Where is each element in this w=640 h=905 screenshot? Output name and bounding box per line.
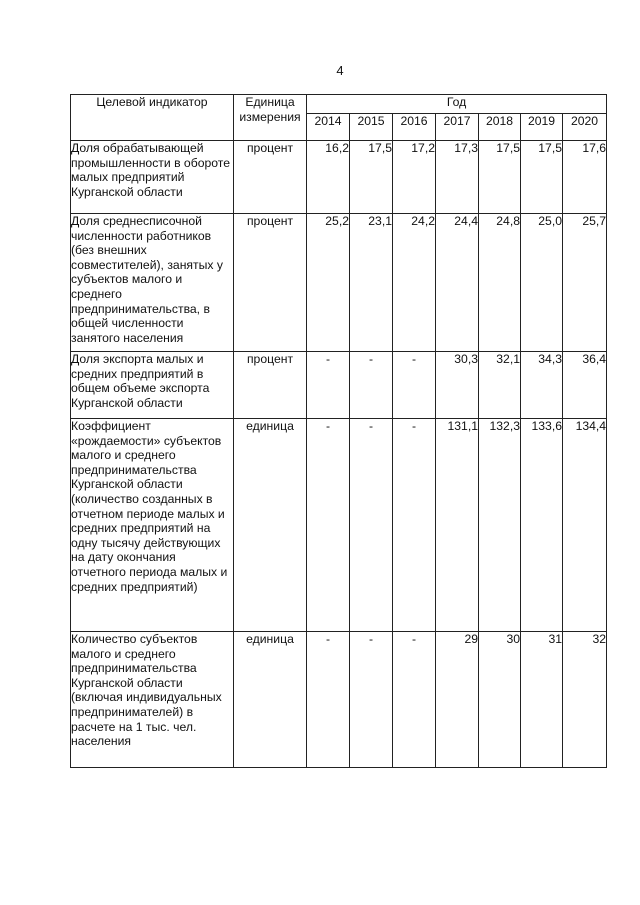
value-cell: 25,2 — [307, 214, 350, 352]
value-cell: 34,3 — [521, 352, 563, 419]
value-cell: 32 — [563, 632, 607, 768]
header-year: 2019 — [521, 114, 563, 141]
table-row — [71, 419, 607, 632]
value-cell: 23,1 — [350, 214, 393, 352]
table-row — [71, 352, 607, 419]
value-cell: 132,3 — [479, 419, 521, 632]
header-row-top — [71, 95, 607, 114]
indicators-table — [70, 94, 607, 768]
value-cell: - — [350, 632, 393, 768]
value-cell: 17,5 — [479, 141, 521, 214]
table-row — [71, 214, 607, 352]
value-cell: 17,6 — [563, 141, 607, 214]
header-year-group: Год — [307, 95, 607, 114]
value-cell: 30 — [479, 632, 521, 768]
value-cell: 134,4 — [563, 419, 607, 632]
header-year: 2018 — [479, 114, 521, 141]
value-cell: - — [307, 352, 350, 419]
value-cell: 24,8 — [479, 214, 521, 352]
header-year: 2020 — [563, 114, 607, 141]
header-indicator: Целевой индикатор — [71, 95, 234, 141]
value-cell: 29 — [436, 632, 479, 768]
value-cell: 25,7 — [563, 214, 607, 352]
unit-cell: процент — [234, 214, 307, 352]
header-unit: Единица измерения — [234, 95, 307, 141]
value-cell: 16,2 — [307, 141, 350, 214]
unit-cell: процент — [234, 141, 307, 214]
value-cell: 133,6 — [521, 419, 563, 632]
header-year: 2015 — [350, 114, 393, 141]
value-cell: - — [393, 632, 436, 768]
value-cell: 17,2 — [393, 141, 436, 214]
value-cell: - — [350, 352, 393, 419]
value-cell: 24,2 — [393, 214, 436, 352]
indicator-cell: Коэффициент «рождаемости» субъектов малого и среднего предпринимательства Курганской области (количество созданных в отчетном периоде малых и средних предприятий на одну тысячу действующих на дату окончания отчетного периода малых и средних предприятий) — [71, 419, 234, 632]
unit-cell: единица — [234, 419, 307, 632]
value-cell: - — [350, 419, 393, 632]
value-cell: 17,3 — [436, 141, 479, 214]
indicator-cell: Доля среднесписочной численности работников (без внешних совместителей), занятых у субъектов малого и среднего предпринимательства, в общей численности занятого населения — [71, 214, 234, 352]
indicator-cell: Количество субъектов малого и среднего предпринимательства Курганской области (включая индивидуальных предпринимателей) в расчете на 1 тыс. чел. населения — [71, 632, 234, 768]
header-year: 2017 — [436, 114, 479, 141]
value-cell: 17,5 — [350, 141, 393, 214]
table-row — [71, 141, 607, 214]
page-number: 4 — [336, 63, 344, 78]
value-cell: 32,1 — [479, 352, 521, 419]
unit-cell: единица — [234, 632, 307, 768]
value-cell: 24,4 — [436, 214, 479, 352]
value-cell: 17,5 — [521, 141, 563, 214]
value-cell: - — [393, 419, 436, 632]
value-cell: 25,0 — [521, 214, 563, 352]
value-cell: - — [393, 352, 436, 419]
indicator-cell: Доля обрабатывающей промышленности в обороте малых предприятий Курганской области — [71, 141, 234, 214]
value-cell: - — [307, 632, 350, 768]
value-cell: 31 — [521, 632, 563, 768]
header-year: 2016 — [393, 114, 436, 141]
header-year: 2014 — [307, 114, 350, 141]
value-cell: 36,4 — [563, 352, 607, 419]
value-cell: - — [307, 419, 350, 632]
table-row — [71, 632, 607, 768]
value-cell: 30,3 — [436, 352, 479, 419]
indicator-cell: Доля экспорта малых и средних предприятий в общем объеме экспорта Курганской области — [71, 352, 234, 419]
unit-cell: процент — [234, 352, 307, 419]
value-cell: 131,1 — [436, 419, 479, 632]
